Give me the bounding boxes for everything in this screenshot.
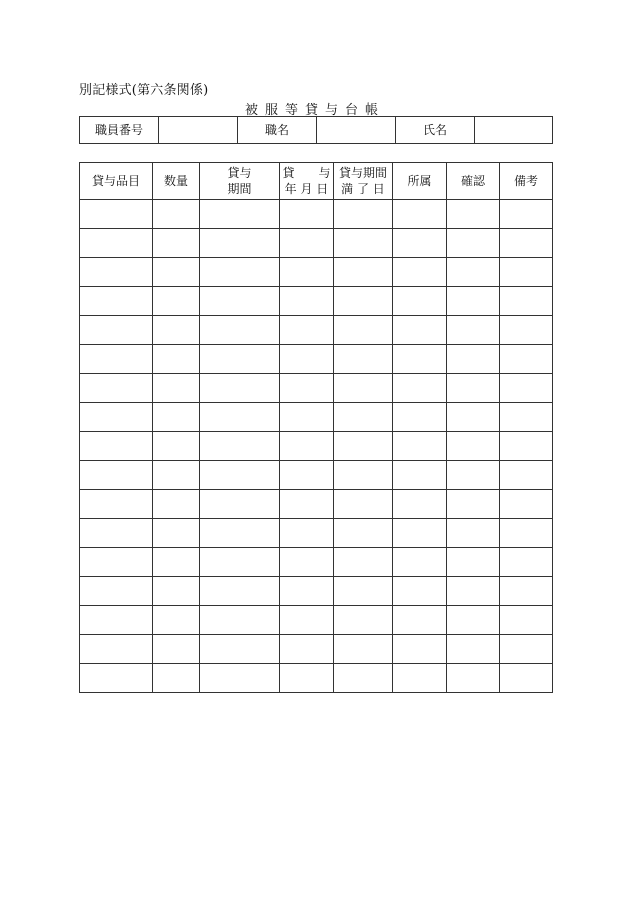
quantity-cell[interactable] (153, 577, 200, 606)
quantity-cell[interactable] (153, 200, 200, 229)
quantity-cell[interactable] (153, 606, 200, 635)
loan-period-cell[interactable] (200, 577, 280, 606)
loan-period-cell[interactable] (200, 345, 280, 374)
quantity-cell[interactable] (153, 519, 200, 548)
item-cell[interactable] (80, 461, 153, 490)
loan-date-cell[interactable] (280, 664, 334, 693)
table-row (80, 287, 553, 316)
header-loan-period-line1: 貸与 (227, 166, 252, 180)
department-cell[interactable] (393, 664, 447, 693)
table-row (80, 345, 553, 374)
expiry-date-cell[interactable] (334, 258, 393, 287)
expiry-date-cell[interactable] (334, 519, 393, 548)
table-row (80, 577, 553, 606)
quantity-cell[interactable] (153, 432, 200, 461)
table-row (80, 374, 553, 403)
department-cell[interactable] (393, 490, 447, 519)
expiry-date-cell[interactable] (334, 229, 393, 258)
table-row (80, 635, 553, 664)
loan-period-cell[interactable] (200, 229, 280, 258)
table-row (80, 461, 553, 490)
remarks-cell[interactable] (500, 664, 553, 693)
department-cell[interactable] (393, 635, 447, 664)
department-cell[interactable] (393, 316, 447, 345)
item-cell[interactable] (80, 664, 153, 693)
item-cell[interactable] (80, 374, 153, 403)
quantity-cell[interactable] (153, 635, 200, 664)
loan-date-cell[interactable] (280, 200, 334, 229)
item-cell[interactable] (80, 432, 153, 461)
loan-period-cell[interactable] (200, 200, 280, 229)
form-title: 被服等貸与台帳 (244, 103, 385, 118)
remarks-cell[interactable] (500, 287, 553, 316)
loan-period-cell[interactable] (200, 403, 280, 432)
ledger-body (80, 200, 553, 693)
loan-period-cell[interactable] (200, 519, 280, 548)
item-cell[interactable] (80, 606, 153, 635)
department-cell[interactable] (393, 258, 447, 287)
table-row (80, 490, 553, 519)
department-cell[interactable] (393, 403, 447, 432)
confirmation-cell[interactable] (447, 577, 500, 606)
quantity-cell[interactable] (153, 461, 200, 490)
expiry-date-cell[interactable] (334, 635, 393, 664)
loan-date-cell[interactable] (280, 548, 334, 577)
staff-number-field[interactable] (159, 117, 238, 144)
item-cell[interactable] (80, 403, 153, 432)
expiry-date-cell[interactable] (334, 664, 393, 693)
staff-info-table (79, 116, 553, 144)
quantity-cell[interactable] (153, 345, 200, 374)
department-cell[interactable] (393, 548, 447, 577)
item-cell[interactable] (80, 287, 153, 316)
confirmation-cell[interactable] (447, 316, 500, 345)
confirmation-cell[interactable] (447, 229, 500, 258)
loan-date-cell[interactable] (280, 316, 334, 345)
loan-period-cell[interactable] (200, 548, 280, 577)
expiry-date-cell[interactable] (334, 606, 393, 635)
quantity-cell[interactable] (153, 374, 200, 403)
table-row (80, 258, 553, 287)
confirmation-cell[interactable] (447, 635, 500, 664)
header-loan-date-line2: 年 月 日 (284, 182, 329, 196)
header-department: 所属 (393, 163, 447, 200)
header-loan-date (280, 163, 334, 200)
table-row (80, 432, 553, 461)
remarks-cell[interactable] (500, 519, 553, 548)
confirmation-cell[interactable] (447, 519, 500, 548)
loan-date-cell[interactable] (280, 490, 334, 519)
loan-period-cell[interactable] (200, 316, 280, 345)
item-cell[interactable] (80, 490, 153, 519)
loan-date-cell[interactable] (280, 229, 334, 258)
loan-date-cell[interactable] (280, 606, 334, 635)
confirmation-cell[interactable] (447, 374, 500, 403)
remarks-cell[interactable] (500, 490, 553, 519)
department-cell[interactable] (393, 345, 447, 374)
item-cell[interactable] (80, 635, 153, 664)
loan-period-cell[interactable] (200, 432, 280, 461)
confirmation-cell[interactable] (447, 345, 500, 374)
remarks-cell[interactable] (500, 200, 553, 229)
confirmation-cell[interactable] (447, 606, 500, 635)
remarks-cell[interactable] (500, 461, 553, 490)
confirmation-cell[interactable] (447, 461, 500, 490)
quantity-cell[interactable] (153, 490, 200, 519)
expiry-date-cell[interactable] (334, 403, 393, 432)
loan-ledger-table (79, 162, 553, 693)
remarks-cell[interactable] (500, 229, 553, 258)
loan-date-cell[interactable] (280, 432, 334, 461)
table-row (80, 316, 553, 345)
item-cell[interactable] (80, 345, 153, 374)
header-item: 貸与品目 (80, 163, 153, 200)
loan-date-cell[interactable] (280, 258, 334, 287)
department-cell[interactable] (393, 519, 447, 548)
confirmation-cell[interactable] (447, 200, 500, 229)
confirmation-cell[interactable] (447, 664, 500, 693)
confirmation-cell[interactable] (447, 258, 500, 287)
quantity-cell[interactable] (153, 287, 200, 316)
loan-date-cell[interactable] (280, 403, 334, 432)
table-row (80, 403, 553, 432)
expiry-date-cell[interactable] (334, 461, 393, 490)
table-row (80, 548, 553, 577)
quantity-cell[interactable] (153, 664, 200, 693)
expiry-date-cell[interactable] (334, 432, 393, 461)
table-row (80, 664, 553, 693)
loan-period-cell[interactable] (200, 461, 280, 490)
header-period-expiry-line1: 貸与期間 (338, 166, 387, 180)
remarks-cell[interactable] (500, 548, 553, 577)
quantity-cell[interactable] (153, 229, 200, 258)
expiry-date-cell[interactable] (334, 316, 393, 345)
item-cell[interactable] (80, 258, 153, 287)
loan-period-cell[interactable] (200, 374, 280, 403)
department-cell[interactable] (393, 200, 447, 229)
expiry-date-cell[interactable] (334, 200, 393, 229)
name-field[interactable] (475, 117, 553, 144)
loan-date-cell[interactable] (280, 519, 334, 548)
remarks-cell[interactable] (500, 345, 553, 374)
department-cell[interactable] (393, 374, 447, 403)
confirmation-cell[interactable] (447, 432, 500, 461)
expiry-date-cell[interactable] (334, 548, 393, 577)
loan-period-cell[interactable] (200, 258, 280, 287)
department-cell[interactable] (393, 461, 447, 490)
remarks-cell[interactable] (500, 606, 553, 635)
department-cell[interactable] (393, 432, 447, 461)
loan-date-cell[interactable] (280, 577, 334, 606)
remarks-cell[interactable] (500, 374, 553, 403)
confirmation-cell[interactable] (447, 548, 500, 577)
loan-date-cell[interactable] (280, 635, 334, 664)
loan-date-cell[interactable] (280, 345, 334, 374)
loan-date-cell[interactable] (280, 461, 334, 490)
loan-date-cell[interactable] (280, 287, 334, 316)
table-row (80, 606, 553, 635)
header-loan-period (200, 163, 280, 200)
item-cell[interactable] (80, 316, 153, 345)
annex-label: 別記様式(第六条関係) (79, 83, 209, 98)
confirmation-cell[interactable] (447, 403, 500, 432)
department-cell[interactable] (393, 229, 447, 258)
loan-period-cell[interactable] (200, 635, 280, 664)
expiry-date-cell[interactable] (334, 345, 393, 374)
table-row (80, 200, 553, 229)
loan-period-cell[interactable] (200, 664, 280, 693)
item-cell[interactable] (80, 577, 153, 606)
header-loan-period-line2: 期間 (227, 182, 252, 196)
remarks-cell[interactable] (500, 577, 553, 606)
name-label: 氏名 (396, 117, 475, 144)
position-label: 職名 (238, 117, 317, 144)
remarks-cell[interactable] (500, 432, 553, 461)
confirmation-cell[interactable] (447, 287, 500, 316)
staff-number-label: 職員番号 (80, 117, 159, 144)
quantity-cell[interactable] (153, 548, 200, 577)
remarks-cell[interactable] (500, 258, 553, 287)
expiry-date-cell[interactable] (334, 287, 393, 316)
table-row (80, 519, 553, 548)
header-period-expiry-line2: 満 了 日 (341, 182, 385, 196)
confirmation-cell[interactable] (447, 490, 500, 519)
loan-period-cell[interactable] (200, 287, 280, 316)
loan-date-cell[interactable] (280, 374, 334, 403)
header-loan-date-line1: 貸 与 (282, 166, 331, 180)
ledger-header-row (80, 163, 553, 200)
loan-period-cell[interactable] (200, 490, 280, 519)
remarks-cell[interactable] (500, 316, 553, 345)
department-cell[interactable] (393, 287, 447, 316)
item-cell[interactable] (80, 229, 153, 258)
header-period-expiry (334, 163, 393, 200)
staff-info-row (80, 117, 553, 144)
remarks-cell[interactable] (500, 635, 553, 664)
position-field[interactable] (317, 117, 396, 144)
department-cell[interactable] (393, 606, 447, 635)
quantity-cell[interactable] (153, 316, 200, 345)
header-confirmation: 確認 (447, 163, 500, 200)
header-remarks: 備考 (500, 163, 553, 200)
expiry-date-cell[interactable] (334, 374, 393, 403)
item-cell[interactable] (80, 548, 153, 577)
quantity-cell[interactable] (153, 403, 200, 432)
quantity-cell[interactable] (153, 258, 200, 287)
item-cell[interactable] (80, 200, 153, 229)
expiry-date-cell[interactable] (334, 577, 393, 606)
expiry-date-cell[interactable] (334, 490, 393, 519)
remarks-cell[interactable] (500, 403, 553, 432)
table-row (80, 229, 553, 258)
department-cell[interactable] (393, 577, 447, 606)
loan-period-cell[interactable] (200, 606, 280, 635)
header-quantity: 数量 (153, 163, 200, 200)
item-cell[interactable] (80, 519, 153, 548)
